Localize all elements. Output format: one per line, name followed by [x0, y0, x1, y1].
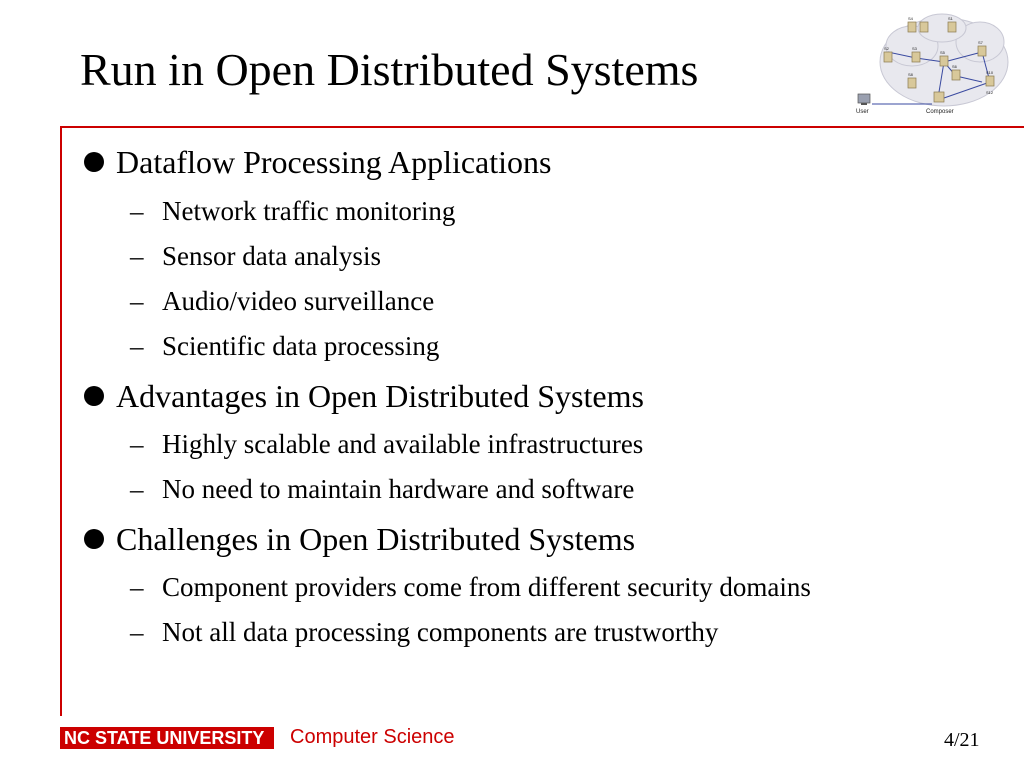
sub-bullet: [130, 284, 434, 318]
sub-bullet-text: Audio/video surveillance: [162, 286, 435, 316]
bullet-dot-icon: [84, 529, 104, 549]
sub-bullet-text: Not all data processing components are trustworthy: [162, 617, 719, 647]
sub-bullet-text: Component providers come from different security domains: [162, 572, 811, 602]
dash-icon: –: [130, 429, 144, 459]
sub-bullet: [130, 194, 455, 228]
svg-text:S12: S12: [986, 90, 994, 95]
bullet-text: Dataflow Processing Applications: [116, 144, 552, 180]
bullet-dataflow: [84, 142, 551, 182]
sub-bullet: [130, 570, 811, 604]
svg-text:S3: S3: [912, 46, 917, 51]
svg-text:User: User: [856, 109, 869, 115]
dash-icon: –: [130, 572, 144, 602]
sub-bullet: [130, 329, 439, 363]
sub-bullet-text: Sensor data analysis: [162, 241, 381, 271]
sub-bullet: [130, 239, 381, 273]
department-name: Computer Science: [290, 726, 455, 748]
sub-bullet-text: Scientific data processing: [162, 331, 440, 361]
bullet-dot-icon: [84, 386, 104, 406]
svg-text:S5: S5: [940, 50, 945, 55]
bullet-challenges: [84, 519, 635, 559]
bullet-text: Challenges in Open Distributed Systems: [116, 521, 636, 557]
bullet-advantages: [84, 376, 644, 416]
sub-bullet-text: No need to maintain hardware and software: [162, 474, 635, 504]
svg-text:S7: S7: [978, 40, 983, 45]
svg-text:Composer: Composer: [926, 109, 954, 115]
svg-text:S1: S1: [948, 16, 953, 21]
sub-bullet: [130, 472, 634, 506]
dash-icon: –: [130, 617, 144, 647]
svg-text:S6: S6: [952, 64, 957, 69]
dash-icon: –: [130, 286, 144, 316]
dash-icon: –: [130, 196, 144, 226]
svg-text:S2: S2: [884, 46, 889, 51]
sub-bullet-text: Highly scalable and available infrastructures: [162, 429, 644, 459]
sub-bullet: [130, 427, 643, 461]
dash-icon: –: [130, 474, 144, 504]
bullet-text: Advantages in Open Distributed Systems: [116, 378, 644, 414]
slide-title: Run in Open Distributed Systems: [80, 44, 699, 95]
sub-bullet-text: Network traffic monitoring: [162, 196, 456, 226]
dash-icon: –: [130, 241, 144, 271]
sub-bullet: [130, 615, 718, 649]
svg-text:S10: S10: [986, 70, 994, 75]
svg-text:S4: S4: [908, 16, 913, 21]
svg-text:S8: S8: [908, 72, 913, 77]
university-logo: NC STATE UNIVERSITY: [60, 727, 274, 749]
bullet-dot-icon: [84, 152, 104, 172]
dash-icon: –: [130, 331, 144, 361]
page-number: 4/21: [944, 729, 980, 751]
